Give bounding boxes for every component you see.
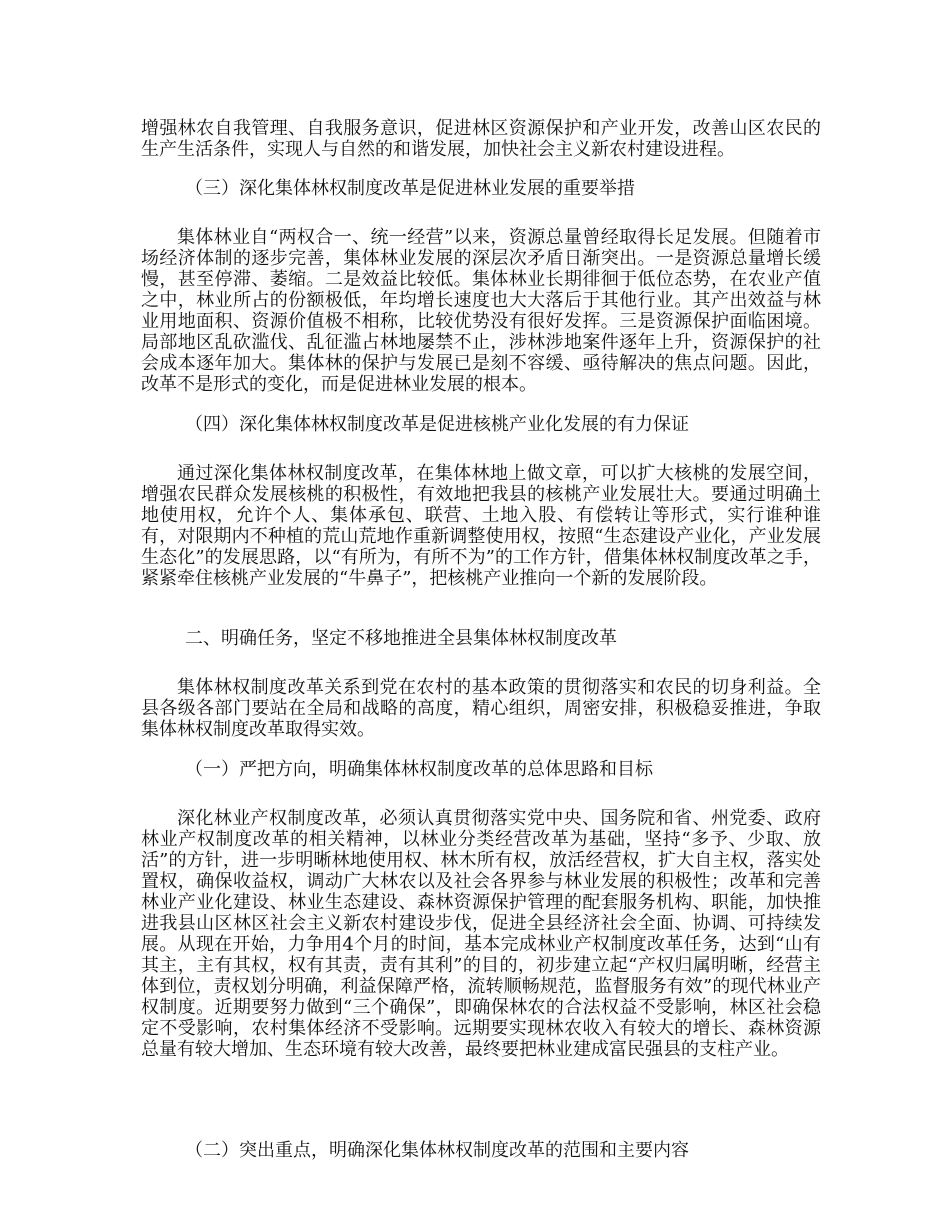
section-heading-3: （三）深化集体林权制度改革是促进林业发展的重要举措 — [185, 178, 635, 199]
chapter-heading-2: 二、明确任务，坚定不移地推进全县集体林权制度改革 — [185, 628, 617, 649]
section-heading-2: （二）突出重点，明确深化集体林权制度改革的范围和主要内容 — [185, 1140, 689, 1161]
paragraph-overall-goals: 深化林业产权制度改革，必须认真贯彻落实党中央、国务院和省、州党委、政府林业产权制度改革的相关精神，以林业分类经营改革为基础，坚持“多予、少取、放活”的方针，进一步明晰林地使用权、林木所有权，放活经营权，扩大自主权，落实处置权，确保收益权，调动广大林农以及社会各界参与林业发展的积极性；改革和完善林业产业化建设、林业生态建设、森林资源保护管理的配套服务机构、职能，加快推进我县山区林区社会主义新农村建设步伐，促进全县经济社会全面、协调、可持续发展。从现在开始，力争用4个月的时间，基本完成林业产权制度改革任务，达到“山有其主，主有其权，权有其责，责有其利”的目的，初步建立起“产权归属明晰，经营主体到位，责权划分明确，利益保障严格，流转顺畅规范，监督服务有效”的现代林业产权制度。近期要努力做到“三个确保”，即确保林农的合法权益不受影响，林区社会稳定不受影响，农村集体经济不受影响。远期要实现林农收入有较大的增长、森林资源总量有较大增加、生态环境有较大改善，最终要把林业建成富民强县的支柱产业。 — [141, 808, 821, 1060]
section-heading-4: （四）深化集体林权制度改革是促进核桃产业化发展的有力保证 — [185, 414, 689, 435]
paragraph-walnut-industry: 通过深化集体林权制度改革，在集体林地上做文章，可以扩大核桃的发展空间，增强农民群众发展核桃的积极性，有效地把我县的核桃产业发展壮大。要通过明确土地使用权，允许个人、集体承包、联营、土地入股、有偿转让等形式，实行谁种谁有，对限期内不种植的荒山荒地作重新调整使用权，按照“生态建设产业化，产业发展生态化”的发展思路，以“有所为，有所不为”的工作方针，借集体林权制度改革之手，紧紧牵住核桃产业发展的“牛鼻子”，把核桃产业推向一个新的发展阶段。 — [141, 463, 821, 589]
paragraph-collective-forestry: 集体林业自“两权合一、统一经营”以来，资源总量曾经取得长足发展。但随着市场经济体制的逐步完善，集体林业发展的深层次矛盾日渐突出。一是资源总量增长缓慢，甚至停滞、萎缩。二是效益比较低。集体林业长期徘徊于低位态势，在农业产值之中，林业所占的份额极低，年均增长速度也大大落后于其他行业。其产出效益与林业用地面积、资源价值极不相称，比较优势没有很好发挥。三是资源保护面临困境。局部地区乱砍滥伐、乱征滥占林地屡禁不止，涉林涉地案件逐年上升，资源保护的社会成本逐年加大。集体林的保护与发展已是刻不容缓、亟待解决的焦点问题。因此，改革不是形式的变化，而是促进林业发展的根本。 — [141, 227, 821, 395]
section-heading-1: （一）严把方向，明确集体林权制度改革的总体思路和目标 — [185, 759, 653, 780]
paragraph-intro-continuation: 增强林农自我管理、自我服务意识，促进林区资源保护和产业开发，改善山区农民的生产生活条件，实现人与自然的和谐发展，加快社会主义新农村建设进程。 — [141, 118, 821, 160]
paragraph-reform-importance: 集体林权制度改革关系到党在农村的基本政策的贯彻落实和农民的切身利益。全县各级各部门要站在全局和战略的高度，精心组织，周密安排，积极稳妥推进，争取集体林权制度改革取得实效。 — [141, 677, 821, 740]
